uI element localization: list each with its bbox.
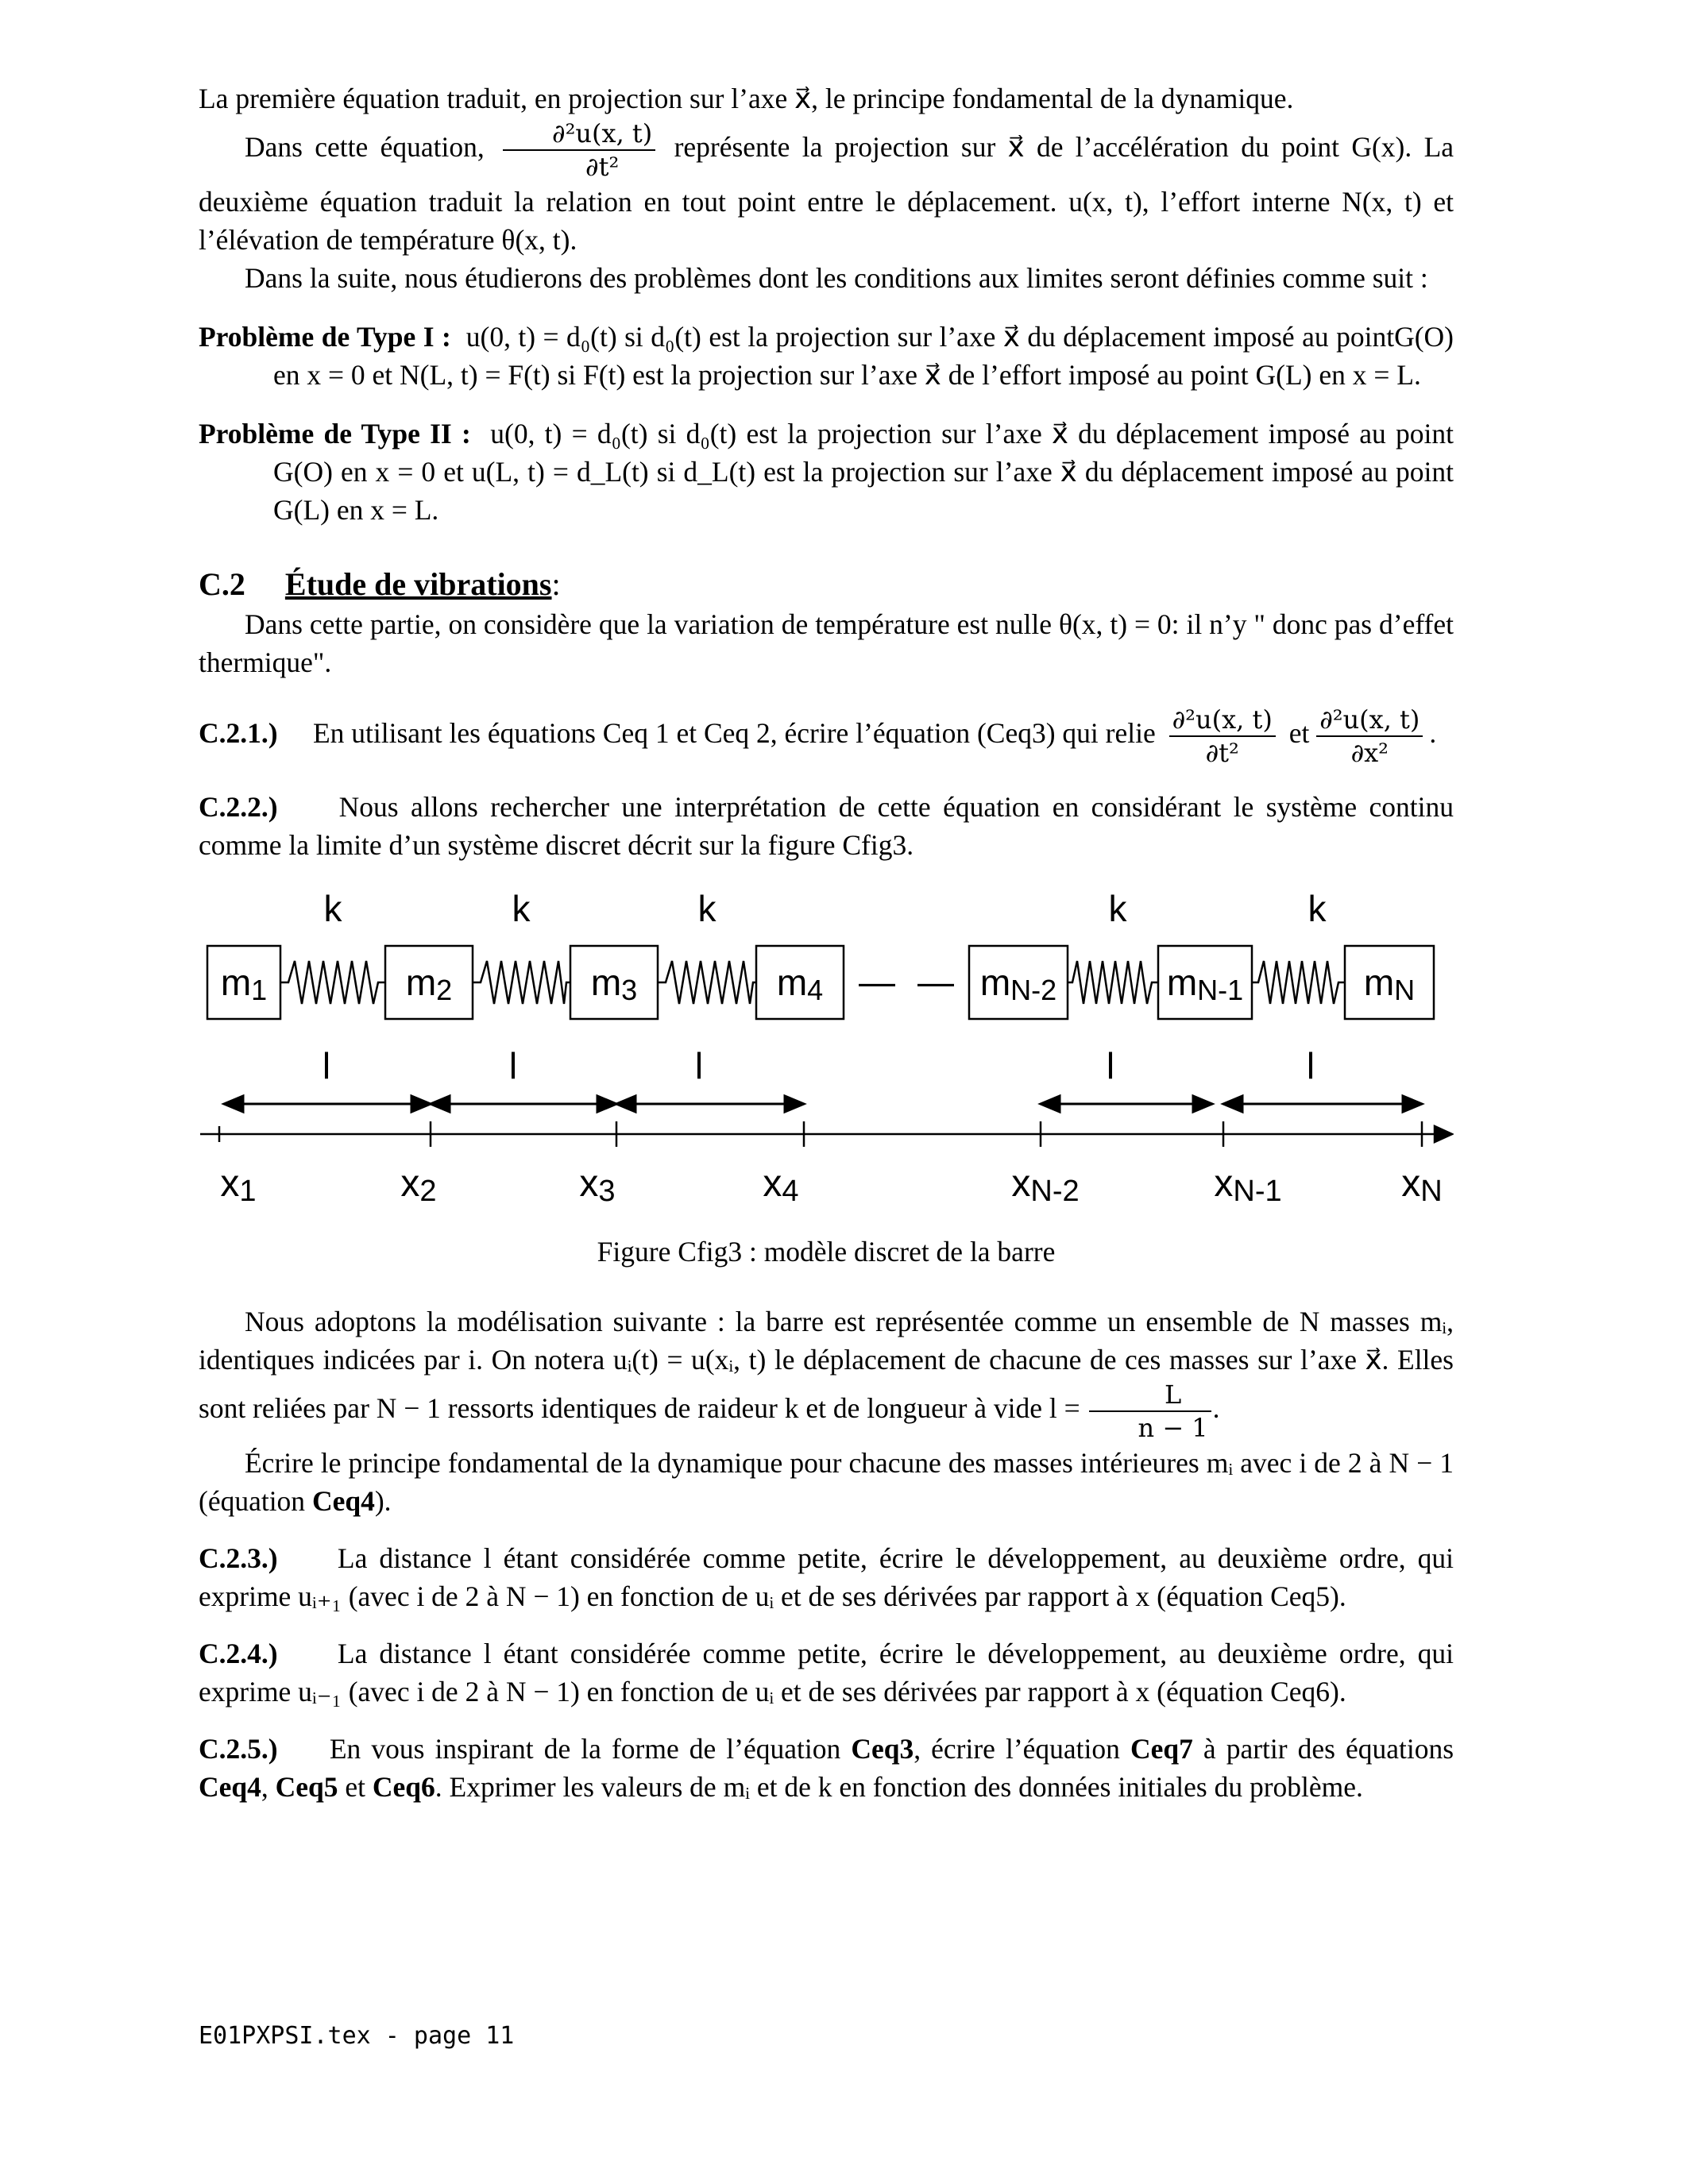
dimension-arrow — [616, 1096, 804, 1112]
dimension-arrow — [224, 1096, 431, 1112]
task-end: ). — [374, 1485, 392, 1517]
problem-label: Problème de Type I : — [199, 321, 451, 353]
fraction-denominator: ∂t² — [585, 152, 620, 182]
page-content — [199, 79, 1454, 1806]
problem-text: u(0, t) = d₀(t) si d₀(t) est la projection sur l’axe x⃗ du déplacement imposé au pointG(O) en x = 0 et N(L, t) = F(t) si F(t) est la projection sur l’axe x⃗ de l’effort imposé au point G(L) en x = L. — [273, 321, 1454, 391]
question-end: . — [1429, 717, 1437, 750]
fraction-d2u-dt2 — [1169, 704, 1276, 769]
model-paragraph — [199, 1302, 1454, 1444]
dimension-arrow — [431, 1096, 616, 1112]
fraction-numerator: ∂²u(x, t) — [1169, 704, 1276, 737]
intro-conditions: Dans la suite, nous étudierons des problèmes dont les conditions aux limites seront définies comme suit : — [245, 262, 1428, 294]
equation-ref: Ceq3 — [851, 1733, 914, 1765]
spring — [658, 961, 756, 1004]
position-label: xN-1 — [1214, 1163, 1282, 1208]
mass-label: m3 — [590, 962, 638, 1006]
question-text: , — [261, 1771, 268, 1803]
question-label: C.2.1.) — [199, 717, 278, 750]
question-c22 — [199, 788, 1454, 864]
question-c21 — [199, 704, 1454, 769]
length-label-l: l — [694, 1045, 704, 1086]
question-text: . Exprimer les valeurs de mᵢ et de k en fonction des données initiales du problème. — [435, 1771, 1363, 1803]
section-heading — [199, 564, 1454, 605]
intro-text-b: représente la projection sur x⃗ de l’accélération du point G(x). La deuxième équation traduit la relation en tout point entre le déplacement. u(x, t), l’effort interne N(x, t) et l’élévation de température θ(x, t). — [199, 131, 1454, 256]
section-number: C.2 — [199, 566, 245, 602]
position-label: x2 — [400, 1163, 437, 1208]
section-intro: Dans cette partie, on considère que la variation de température est nulle θ(x, t) = 0: il n’y " donc pas d’effet thermique". — [199, 608, 1454, 678]
spring-label-k: k — [512, 888, 531, 929]
mass-label: mN-1 — [1166, 962, 1244, 1006]
length-label-l: l — [508, 1045, 518, 1086]
accel-fraction — [503, 118, 655, 183]
length-label-l: l — [1306, 1045, 1315, 1086]
spring — [280, 961, 385, 1004]
ellipsis-dash: — — [859, 961, 895, 1002]
dimension-arrow — [1223, 1096, 1422, 1112]
x-axis — [200, 1121, 1452, 1147]
position-label: x1 — [220, 1163, 257, 1208]
mass-label: m2 — [405, 962, 453, 1006]
equation-ref: Ceq4 — [311, 1485, 375, 1517]
intro-line: La première équation traduit, en projection sur l’axe x⃗, le principe fondamental de la dynamique. — [199, 83, 1294, 114]
question-c25 — [199, 1730, 1454, 1806]
fraction-numerator: L — [1089, 1379, 1211, 1412]
model-task — [199, 1444, 1454, 1520]
question-text: En utilisant les équations Ceq 1 et Ceq 2, écrire l’équation (Ceq3) qui relie — [312, 717, 1156, 750]
ellipsis-dash: — — [917, 961, 954, 1002]
task-text: Écrire le principe fondamental de la dynamique pour chacune des masses intérieures mᵢ avec i de 2 à N − 1 (équation — [199, 1447, 1454, 1517]
spring — [1068, 961, 1158, 1004]
equation-ref: Ceq4 — [199, 1771, 261, 1803]
question-text: à partir des équations — [1203, 1733, 1454, 1765]
mass-label: mN — [1363, 962, 1416, 1006]
spring-label-k: k — [1308, 888, 1327, 929]
position-label: x4 — [763, 1163, 799, 1208]
length-label-l: l — [322, 1045, 331, 1086]
question-text: Nous allons rechercher une interprétation de cette équation en considérant le système continu comme la limite d’un système discret décrit sur la figure Cfig3. — [199, 791, 1454, 861]
spring-mass-figure — [199, 872, 1454, 1221]
length-label-l: l — [1106, 1045, 1115, 1086]
spring-label-k: k — [1108, 888, 1127, 929]
spring-label-k: k — [323, 888, 342, 929]
model-text: Nous adoptons la modélisation suivante : la barre est représentée comme un ensemble de N masses mᵢ, identiques indicées par i. On notera uᵢ(t) = u(xᵢ, t) le déplacement de chacune de ces masses sur l’axe x⃗. Elles sont reliées par N − 1 ressorts identiques de raideur k et de longueur à vide l = — [199, 1306, 1454, 1425]
question-c23 — [199, 1539, 1454, 1615]
question-text: , écrire l’équation — [914, 1733, 1120, 1765]
question-label: C.2.4.) — [199, 1638, 278, 1669]
fraction-numerator: ∂²u(x, t) — [1316, 704, 1423, 737]
question-text: En vous inspirant de la forme de l’équation — [329, 1733, 841, 1765]
model-text-end: . — [1212, 1392, 1220, 1425]
equation-ref: Ceq7 — [1130, 1733, 1193, 1765]
question-and: et — [1288, 717, 1310, 750]
spring-label-k: k — [697, 888, 717, 929]
fraction-d2u-dx2 — [1316, 704, 1423, 769]
fraction-l-definition — [1089, 1379, 1211, 1444]
section-colon: : — [551, 566, 561, 602]
fraction-denominator: n − 1 — [1138, 1413, 1208, 1443]
problem-type-2 — [199, 415, 1454, 529]
question-label: C.2.5.) — [199, 1733, 278, 1765]
mass-label: m4 — [776, 962, 824, 1006]
position-label: xN-2 — [1011, 1163, 1080, 1208]
fraction-denominator: ∂t² — [1205, 738, 1239, 768]
question-label: C.2.2.) — [199, 791, 278, 823]
problem-label: Problème de Type II : — [199, 418, 471, 450]
equation-ref: Ceq5 — [275, 1771, 338, 1803]
question-text: La distance l étant considérée comme petite, écrire le développement, au deuxième ordre, qui exprime uᵢ₋₁ (avec i de 2 à N − 1) en fonction de uᵢ et de ses dérivées par rapport à x (équation Ceq6). — [199, 1638, 1454, 1707]
dimension-arrow — [1041, 1096, 1212, 1112]
position-label: xN — [1401, 1163, 1443, 1208]
page-footer: E01PXPSI.tex - page 11 — [199, 2022, 515, 2050]
fraction-numerator: ∂²u(x, t) — [503, 118, 655, 151]
question-text: et — [345, 1771, 366, 1803]
intro-paragraph — [199, 118, 1454, 259]
intro-text-a: Dans cette équation, — [245, 131, 485, 164]
mass-label: m1 — [220, 962, 268, 1006]
problem-text: u(0, t) = d₀(t) si d₀(t) est la projection sur l’axe x⃗ du déplacement imposé au point G(O) en x = 0 et u(L, t) = d_L(t) si d_L(t) est la projection sur l’axe x⃗ du déplacement imposé au point G(L) en x = L. — [273, 418, 1454, 526]
spring — [473, 961, 570, 1004]
position-label: x3 — [579, 1163, 616, 1208]
question-c24 — [199, 1634, 1454, 1711]
equation-ref: Ceq6 — [372, 1771, 435, 1803]
problem-type-1 — [199, 318, 1454, 394]
spring — [1252, 961, 1345, 1004]
question-label: C.2.3.) — [199, 1542, 278, 1574]
section-title: Étude de vibrations — [284, 566, 552, 602]
mass-label: mN-2 — [979, 962, 1057, 1006]
question-text: La distance l étant considérée comme petite, écrire le développement, au deuxième ordre, qui exprime uᵢ₊₁ (avec i de 2 à N − 1) en fonction de uᵢ et de ses dérivées par rapport à x (équation Ceq5). — [199, 1542, 1454, 1612]
fraction-denominator: ∂x² — [1350, 738, 1389, 768]
figure-caption: Figure Cfig3 : modèle discret de la barre — [597, 1236, 1056, 1268]
